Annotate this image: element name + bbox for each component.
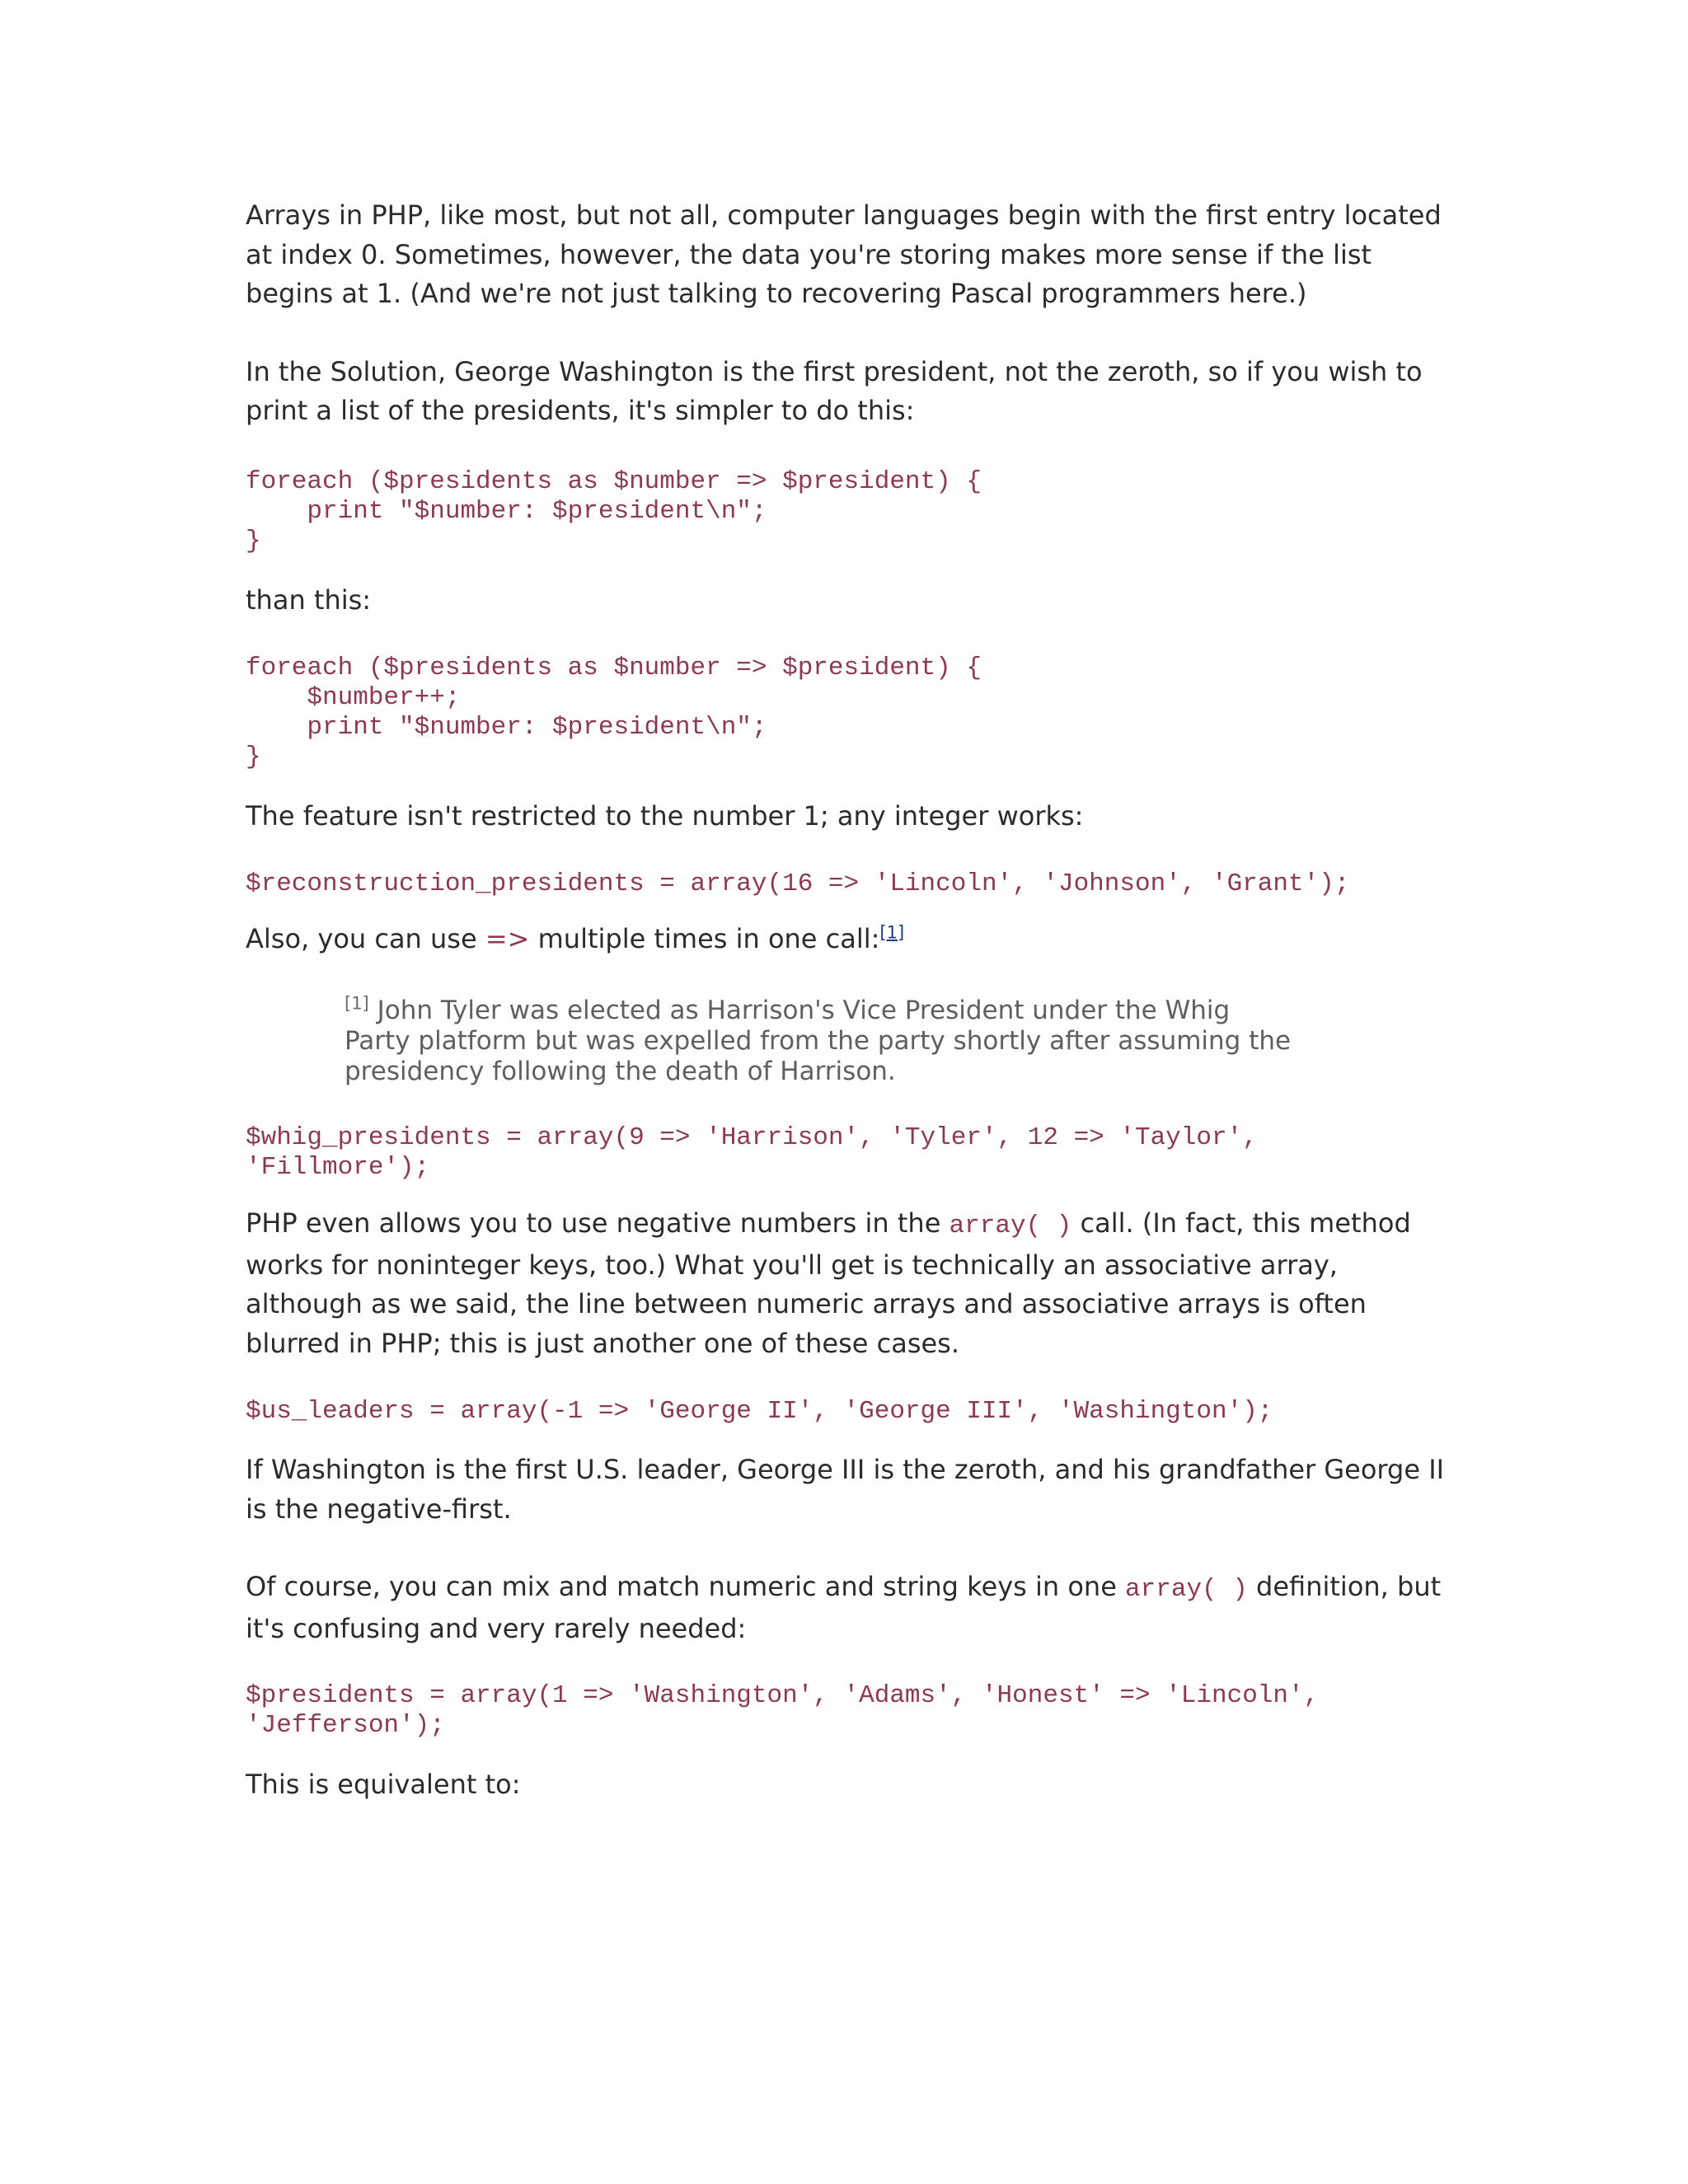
code-block-reconstruction: $reconstruction_presidents = array(16 => 'Lincoln', 'Johnson', 'Grant'); <box>246 869 1350 898</box>
footnote-link[interactable]: [1] <box>879 921 905 942</box>
inline-code-array: array( ) <box>1125 1575 1248 1604</box>
footnote-mark: [1] <box>345 993 369 1014</box>
footnote <box>345 993 1301 1087</box>
code-block-foreach-increment: foreach ($presidents as $number => $president) { $number++; print "$number: $president\n"; } <box>246 654 982 771</box>
inline-code-array: array( ) <box>949 1212 1072 1240</box>
code-block-foreach-simple: foreach ($presidents as $number => $president) { print "$number: $president\n"; } <box>246 466 982 555</box>
paragraph-mix-match <box>246 1568 1449 1648</box>
code-block-whig: $whig_presidents = array(9 => 'Harrison', 'Tyler', 12 => 'Taylor', 'Fillmore'); <box>246 1123 1258 1182</box>
paragraph-solution: In the Solution, George Washington is the first president, not the zeroth, so if you wish to print a list of the presidents, it's simpler to do this: <box>246 355 1423 426</box>
paragraph-equivalent: This is equivalent to: <box>246 1769 521 1800</box>
paragraph-text: Of course, you can mix and match numeric and string keys in one <box>246 1571 1126 1602</box>
paragraph-any-integer: The feature isn't restricted to the number 1; any integer works: <box>246 800 1084 832</box>
paragraph-text: multiple times in one call: <box>529 922 880 954</box>
paragraph-text: call. (In fact, this method works for noninteger keys, too.) What you'll get is technically an associative array, although as we said, the line between numeric arrays and associative arrays is often blurred in PHP; this is just another one of these cases. <box>246 1207 1411 1359</box>
paragraph-text: PHP even allows you to use negative numbers in the <box>246 1207 950 1239</box>
footnote-text: John Tyler was elected as Harrison's Vice President under the Whig Party platform but was expelled from the party shortly after assuming the presidency following the death of Harrison. <box>345 996 1292 1086</box>
paragraph-than-this: than this: <box>246 583 372 616</box>
paragraph-negative-numbers <box>246 1204 1449 1363</box>
inline-code-arrow: => <box>485 922 530 954</box>
paragraph-multiple-arrows <box>246 920 1449 959</box>
code-block-presidents-mixed: $presidents = array(1 => 'Washington', 'Adams', 'Honest' => 'Lincoln', 'Jefferson'); <box>246 1681 1320 1740</box>
paragraph-washington: If Washington is the first U.S. leader, George III is the zeroth, and his grandfather George II is the negative-first. <box>246 1454 1445 1525</box>
paragraph-text: definition, but it's confusing and very rarely needed: <box>246 1571 1442 1644</box>
code-block-us-leaders: $us_leaders = array(-1 => 'George II', 'George III', 'Washington'); <box>246 1397 1273 1426</box>
paragraph-text: Also, you can use <box>246 922 485 954</box>
paragraph-array-index: Arrays in PHP, like most, but not all, computer languages begin with the first entry located at index 0. Sometimes, however, the data you're storing makes more sense if the list begins at 1. (And we're not just talking to recovering Pascal programmers here.) <box>246 199 1442 309</box>
page-content <box>246 0 1449 1805</box>
